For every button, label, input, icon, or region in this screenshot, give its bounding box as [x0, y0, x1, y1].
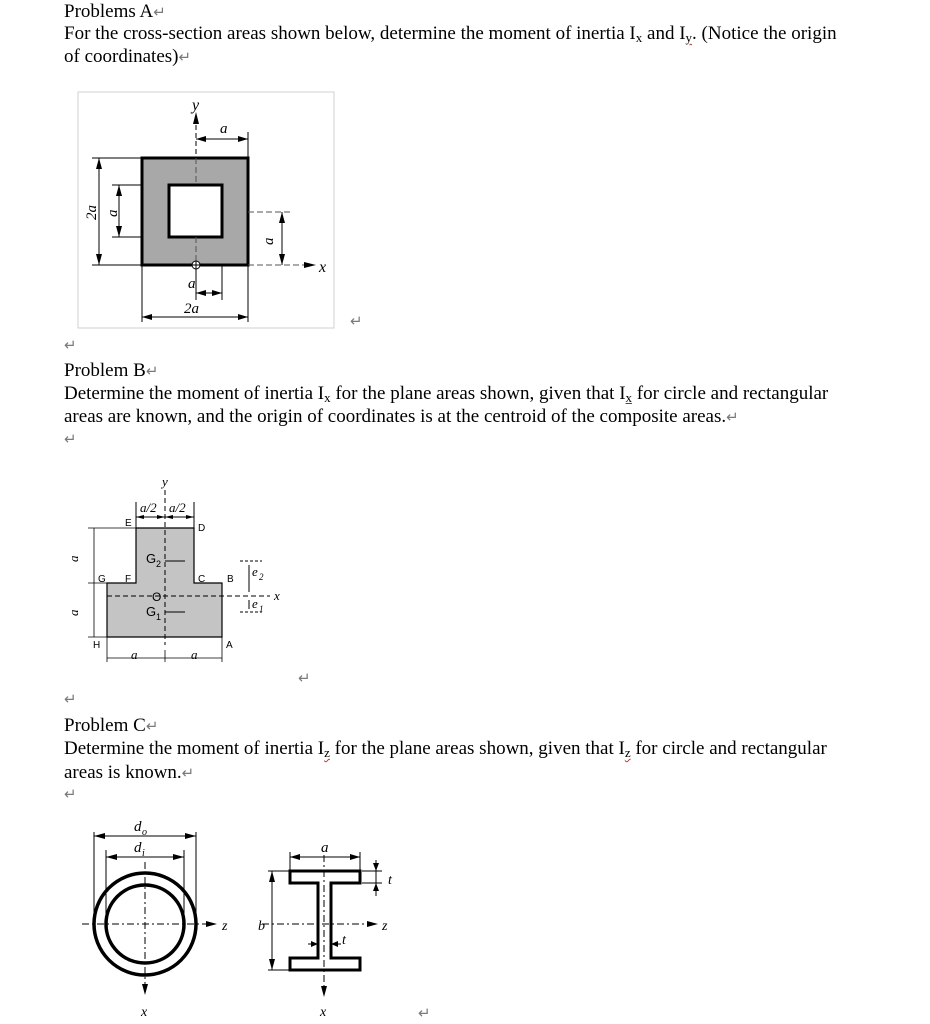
problem-c-title: Problem C↵	[64, 715, 159, 736]
fig-c-ring-z: z	[222, 919, 228, 934]
return-mark: ↵	[64, 785, 77, 803]
fig-c-beam-x: x	[320, 1005, 327, 1020]
fig-b-a-left-top: a	[66, 555, 81, 562]
fig-c-ring-do-sub: o	[142, 827, 147, 838]
fig-a-2a-left: 2a	[84, 205, 100, 220]
problem-a-statement-line1: For the cross-section areas shown below, determine the moment of inertia $I_x$ and $I_y$. (Notice the origin	[64, 23, 837, 45]
problem-a-statement-line2: of coordinates)↵	[64, 46, 192, 67]
return-mark: ↵	[418, 1004, 431, 1022]
fig-b-point-e: E	[125, 518, 132, 529]
problem-b-statement-line2: areas are known, and the origin of coordinates is at the centroid of the composite areas.↵	[64, 406, 739, 427]
fig-c-ring-x: x	[141, 1005, 148, 1020]
fig-c-beam-t-top: t	[388, 873, 392, 888]
fig-b-point-c: C	[198, 574, 206, 585]
fig-b-e1-sub: 1	[259, 604, 264, 614]
problem-b-statement-line1: Determine the moment of inertia $I_x$ for the plane areas shown, given that $I_x$ for circle and rectangular	[64, 383, 829, 405]
fig-b-g2-sub: 2	[156, 559, 162, 569]
fig-a-x-label: x	[319, 259, 327, 276]
fig-b-g2: G	[146, 551, 157, 566]
return-mark: ↵	[64, 336, 77, 354]
fig-b-g1: G	[146, 604, 157, 619]
return-mark: ↵	[298, 669, 311, 687]
fig-c-beam-b: b	[258, 919, 265, 934]
fig-c-ring-di-sub: i	[142, 848, 145, 859]
fig-b-e1: e	[252, 596, 258, 611]
problem-c-statement-line1: Determine the moment of inertia $I_z$ for the plane areas shown, given that $I_z$ for circle and rectangular	[64, 738, 827, 760]
fig-b-e2: e	[252, 564, 258, 579]
fig-b-half-a-right: a/2	[169, 500, 186, 515]
problem-a-title: Problems A↵	[64, 1, 166, 22]
fig-b-point-f: F	[125, 574, 132, 585]
fig-b-point-h: H	[93, 640, 101, 651]
fig-c-ring-do: d	[134, 819, 142, 835]
fig-b-point-b: B	[227, 574, 234, 585]
fig-b-a-left-bottom: a	[66, 609, 81, 616]
fig-a-a-top: a	[220, 121, 228, 137]
fig-c-beam-z: z	[382, 919, 388, 934]
fig-c-beam-t-web: t	[342, 933, 346, 948]
fig-b-point-g: G	[98, 574, 106, 585]
fig-a-a-right: a	[261, 237, 277, 245]
fig-b-a-bottom-left: a	[131, 647, 138, 662]
fig-a-a-left: a	[105, 209, 121, 217]
fig-b-a-bottom-right: a	[191, 647, 198, 662]
fig-b-g1-sub: 1	[156, 612, 162, 622]
fig-b-half-a-left: a/2	[140, 500, 157, 515]
fig-b-point-d: D	[198, 523, 206, 534]
fig-b-x-label: x	[274, 588, 280, 603]
fig-a-2a-bottom: 2a	[184, 301, 199, 317]
fig-c-ring-di: d	[134, 840, 142, 856]
return-mark: ↵	[64, 690, 77, 708]
return-mark: ↵	[350, 312, 363, 330]
fig-a-a-bottom: a	[188, 276, 196, 292]
fig-c-beam-a: a	[321, 840, 329, 856]
fig-b-y-label: y	[162, 474, 168, 489]
problem-b-title: Problem B↵	[64, 360, 159, 381]
fig-b-origin-o: O	[152, 590, 162, 604]
problem-c-statement-line2: areas is known.↵	[64, 762, 195, 783]
return-mark: ↵	[64, 430, 77, 448]
fig-b-point-a: A	[226, 640, 233, 651]
fig-a-y-label: y	[192, 97, 200, 114]
fig-b-e2-sub: 2	[259, 572, 264, 582]
